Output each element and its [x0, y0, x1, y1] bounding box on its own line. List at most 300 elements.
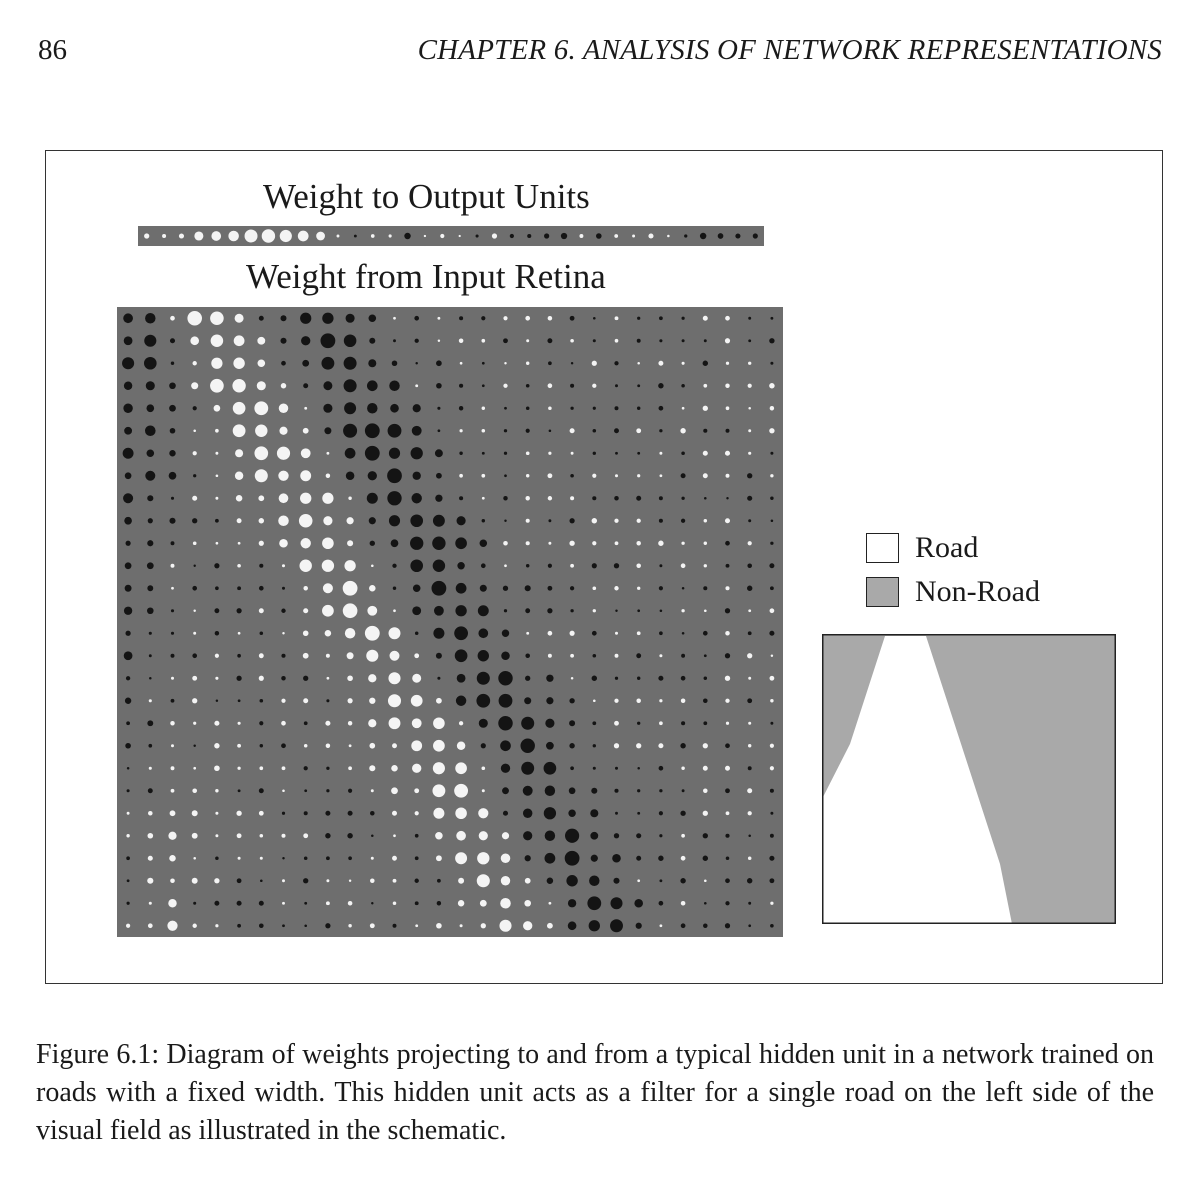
retina-weight-dot — [215, 789, 218, 792]
retina-weight-dot — [392, 811, 397, 816]
retina-weight-dot — [504, 429, 507, 432]
retina-weight-dot — [436, 360, 442, 366]
retina-weight-dot — [523, 809, 532, 818]
retina-weight-dot — [278, 515, 289, 526]
retina-weight-dot — [725, 901, 729, 905]
retina-weight-dot — [187, 311, 202, 326]
retina-weight-dot — [615, 384, 618, 387]
retina-weight-dot — [637, 519, 641, 523]
retina-weight-dot — [412, 426, 422, 436]
retina-weight-dot — [171, 362, 174, 365]
output-weight-dot — [194, 231, 203, 240]
retina-weight-dot — [770, 766, 774, 770]
retina-weight-dot — [325, 630, 332, 637]
retina-weight-dot — [747, 653, 752, 658]
retina-weight-dot — [658, 541, 663, 546]
retina-weight-dot — [614, 586, 618, 590]
retina-weight-dot — [571, 452, 574, 455]
retina-weight-dot — [571, 677, 574, 680]
page-number: 86 — [38, 34, 67, 66]
retina-weight-dot — [323, 583, 333, 593]
retina-weight-dot — [326, 699, 329, 702]
retina-weight-dot — [748, 744, 751, 747]
retina-weight-dot — [214, 901, 219, 906]
retina-weight-dot — [614, 789, 618, 793]
retina-weight-dot — [703, 766, 708, 771]
retina-weight-dot — [726, 564, 730, 568]
retina-weight-dot — [520, 739, 534, 753]
retina-weight-dot — [192, 878, 198, 884]
retina-weight-dot — [502, 832, 509, 839]
retina-weight-dot — [371, 857, 374, 860]
retina-weight-dot — [681, 699, 686, 704]
retina-weight-dot — [748, 541, 752, 545]
retina-weight-dot — [301, 336, 310, 345]
retina-weight-dot — [282, 766, 286, 770]
retina-weight-dot — [725, 788, 730, 793]
legend-nonroad — [866, 570, 1040, 614]
retina-weight-dot — [704, 902, 707, 905]
retina-weight-dot — [366, 650, 378, 662]
retina-weight-dot — [127, 789, 130, 792]
retina-weight-dot — [570, 586, 574, 590]
retina-weight-dot — [681, 654, 685, 658]
retina-weight-dot — [304, 789, 307, 792]
retina-weight-dot — [322, 493, 333, 504]
retina-weight-dot — [659, 564, 662, 567]
retina-weight-dot — [171, 497, 174, 500]
retina-weight-dot — [415, 632, 419, 636]
retina-weight-dot — [124, 382, 132, 390]
retina-weight-dot — [259, 586, 264, 591]
retina-weight-dot — [321, 333, 336, 348]
retina-weight-dot — [344, 402, 356, 414]
retina-weight-dot — [726, 362, 729, 365]
retina-weight-dot — [636, 496, 641, 501]
retina-weight-dot — [568, 810, 575, 817]
retina-weight-dot — [477, 874, 490, 887]
retina-weight-dot — [681, 609, 684, 612]
retina-weight-dot — [411, 695, 423, 707]
retina-weight-dot — [365, 423, 380, 438]
retina-weight-dot — [303, 608, 308, 613]
retina-weight-dot — [192, 653, 197, 658]
retina-weight-dot — [303, 676, 308, 681]
retina-weight-dot — [344, 560, 355, 571]
output-weight-dot — [262, 229, 275, 242]
retina-weight-dot — [503, 384, 507, 388]
retina-weight-dot — [659, 496, 663, 500]
retina-weight-dot — [193, 474, 196, 477]
retina-weight-dot — [433, 808, 444, 819]
retina-weight-dot — [277, 447, 290, 460]
retina-weight-dot — [725, 384, 729, 388]
retina-weight-dot — [769, 428, 774, 433]
retina-weight-dot — [659, 406, 664, 411]
retina-weight-dot — [480, 540, 488, 548]
output-weight-dot — [144, 233, 149, 238]
retina-weight-dot — [704, 654, 707, 657]
retina-weight-dot — [325, 833, 330, 838]
retina-weight-dot — [193, 610, 195, 612]
retina-weight-dot — [681, 676, 686, 681]
retina-weight-dot — [371, 564, 374, 567]
retina-weight-dot — [725, 743, 730, 748]
retina-weight-dot — [123, 404, 132, 413]
retina-weight-dot — [748, 339, 751, 342]
retina-weight-dot — [347, 517, 354, 524]
retina-weight-dot — [659, 519, 663, 523]
retina-weight-dot — [637, 722, 640, 725]
retina-weight-dot — [410, 559, 423, 572]
output-weights-strip — [138, 226, 764, 246]
retina-weight-dot — [455, 852, 467, 864]
retina-weight-dot — [526, 632, 529, 635]
retina-weight-dot — [214, 563, 219, 568]
retina-weight-dot — [236, 811, 241, 816]
retina-weight-dot — [125, 585, 132, 592]
retina-weight-dot — [545, 831, 555, 841]
retina-weight-dot — [748, 452, 751, 455]
retina-weight-dot — [148, 811, 153, 816]
retina-weight-dot — [637, 631, 641, 635]
retina-weight-dot — [436, 923, 442, 929]
retina-weight-dot — [614, 833, 619, 838]
retina-weight-dot — [148, 856, 153, 861]
retina-weight-dot — [193, 361, 197, 365]
retina-weight-dot — [455, 649, 468, 662]
retina-weight-dot — [748, 677, 751, 680]
retina-weight-dot — [127, 812, 130, 815]
retina-weight-dot — [482, 384, 485, 387]
retina-weight-dot — [388, 672, 400, 684]
retina-weight-dot — [149, 699, 152, 702]
retina-weight-dot — [455, 537, 467, 549]
retina-weight-dot — [703, 361, 708, 366]
retina-weight-dot — [659, 429, 662, 432]
retina-weight-dot — [325, 923, 330, 928]
retina-weight-dot — [725, 923, 730, 928]
retina-weight-dot — [610, 919, 623, 932]
retina-weight-dot — [392, 743, 397, 748]
retina-weight-dot — [771, 519, 774, 522]
retina-weight-dot — [570, 609, 573, 612]
retina-weight-dot — [281, 676, 286, 681]
retina-weight-dot — [392, 856, 397, 861]
retina-weight-dot — [481, 563, 486, 568]
retina-weight-dot — [232, 379, 245, 392]
retina-weight-dot — [259, 923, 264, 928]
retina-weight-dot — [703, 316, 708, 321]
retina-weight-dot — [569, 518, 574, 523]
retina-weight-dot — [144, 357, 157, 370]
retina-weight-dot — [770, 497, 773, 500]
retina-weight-dot — [504, 474, 507, 477]
retina-weight-dot — [255, 425, 267, 437]
retina-weight-dot — [259, 901, 264, 906]
retina-weight-dot — [171, 789, 175, 793]
retina-weight-dot — [254, 401, 268, 415]
retina-weight-dot — [549, 429, 552, 432]
retina-weight-dot — [233, 424, 246, 437]
retina-weight-dot — [769, 338, 774, 343]
retina-weight-dot — [548, 654, 552, 658]
retina-weight-dot — [592, 676, 597, 681]
chapter-title: CHAPTER 6. ANALYSIS OF NETWORK REPRESENTATIONS — [417, 34, 1162, 66]
retina-weight-dot — [748, 317, 751, 320]
output-weight-dot — [404, 233, 410, 239]
retina-weight-dot — [703, 743, 708, 748]
retina-weight-dot — [237, 564, 241, 568]
retina-weight-dot — [593, 767, 596, 770]
retina-weight-dot — [523, 831, 532, 840]
retina-weight-dot — [303, 428, 309, 434]
retina-weight-dot — [681, 317, 684, 320]
retina-weight-dot — [347, 833, 352, 838]
retina-weight-dot — [548, 542, 551, 545]
retina-weight-dot — [259, 676, 264, 681]
retina-weight-dot — [725, 676, 730, 681]
retina-weight-dot — [259, 811, 264, 816]
retina-weight-dot — [525, 316, 530, 321]
retina-weight-dot — [634, 899, 643, 908]
output-weight-dot — [648, 233, 653, 238]
retina-weight-dot — [523, 921, 532, 930]
legend-road — [866, 526, 1040, 570]
retina-weight-dot — [725, 834, 729, 838]
retina-weight-dot — [770, 834, 774, 838]
retina-weight-dot — [481, 743, 486, 748]
retina-weight-dot — [481, 923, 486, 928]
retina-weight-dot — [748, 609, 751, 612]
retina-weight-dot — [637, 767, 640, 770]
retina-weight-dot — [324, 427, 331, 434]
retina-weight-dot — [171, 766, 175, 770]
retina-weight-dot — [547, 338, 552, 343]
retina-weight-dot — [703, 384, 707, 388]
retina-weight-dot — [459, 384, 463, 388]
output-weight-dot — [476, 234, 479, 237]
retina-weight-dot — [322, 313, 333, 324]
output-weight-dot — [510, 234, 514, 238]
retina-weight-dot — [547, 608, 552, 613]
retina-weight-dot — [282, 857, 284, 859]
retina-weight-dot — [526, 451, 530, 455]
road-schematic — [822, 634, 1116, 924]
retina-weight-dot — [147, 562, 154, 569]
output-weight-dot — [228, 231, 239, 242]
retina-weight-dot — [146, 381, 155, 390]
retina-weight-dot — [504, 362, 506, 364]
retina-weight-dot — [259, 564, 263, 568]
retina-weight-dot — [459, 721, 463, 725]
retina-weight-dot — [237, 608, 242, 613]
retina-weight-dot — [193, 857, 196, 860]
retina-weight-dot — [279, 427, 287, 435]
retina-weight-dot — [211, 358, 222, 369]
retina-weight-dot — [770, 924, 774, 928]
retina-weight-dot — [454, 626, 468, 640]
retina-weight-dot — [282, 879, 285, 882]
retina-weight-dot — [770, 744, 774, 748]
retina-weight-dot — [637, 789, 640, 792]
retina-weight-dot — [479, 719, 488, 728]
retina-weight-dot — [415, 924, 418, 927]
output-weight-dot — [700, 233, 706, 239]
retina-weight-dot — [370, 541, 375, 546]
retina-weight-dot — [478, 605, 489, 616]
retina-weight-dot — [659, 631, 663, 635]
retina-weight-dot — [615, 610, 617, 612]
retina-weight-dot — [615, 632, 618, 635]
retina-weight-dot — [680, 428, 685, 433]
retina-weight-dot — [415, 879, 419, 883]
retina-weight-dot — [703, 789, 708, 794]
retina-weight-dot — [303, 630, 309, 636]
retina-weight-dot — [367, 493, 378, 504]
output-weight-dot — [424, 235, 426, 237]
retina-weight-dot — [703, 924, 708, 929]
retina-weight-dot — [525, 585, 531, 591]
retina-weight-dot — [389, 627, 401, 639]
retina-weight-dot — [435, 449, 443, 457]
retina-weight-dot — [498, 716, 512, 730]
retina-weight-dot — [193, 429, 196, 432]
retina-weight-dot — [259, 608, 264, 613]
retina-weight-dot — [344, 379, 357, 392]
retina-weight-dot — [147, 540, 153, 546]
retina-weight-dot — [368, 471, 377, 480]
retina-weight-dot — [592, 631, 597, 636]
retina-weight-dot — [703, 473, 708, 478]
retina-weight-dot — [216, 542, 219, 545]
retina-weight-dot — [548, 452, 551, 455]
retina-weight-dot — [593, 339, 596, 342]
retina-weight-dot — [260, 879, 263, 882]
retina-weight-dot — [300, 470, 311, 481]
retina-weight-dot — [257, 381, 266, 390]
retina-weight-dot — [593, 429, 597, 433]
retina-weight-dot — [432, 581, 447, 596]
retina-weight-dot — [593, 609, 596, 612]
retina-weight-dot — [191, 382, 198, 389]
retina-weight-dot — [437, 407, 440, 410]
retina-weight-dot — [303, 878, 308, 883]
retina-weight-dot — [326, 654, 330, 658]
retina-weight-dot — [367, 380, 378, 391]
retina-weight-dot — [437, 317, 440, 320]
retina-weight-dot — [565, 829, 579, 843]
retina-weight-dot — [549, 902, 552, 905]
retina-weight-dot — [525, 878, 531, 884]
retina-weight-dot — [327, 677, 330, 680]
retina-weight-dot — [615, 316, 619, 320]
retina-weight-dot — [615, 677, 618, 680]
retina-weight-dot — [147, 878, 153, 884]
output-weight-dot — [316, 232, 325, 241]
retina-weight-dot — [258, 495, 264, 501]
retina-weight-dot — [636, 699, 640, 703]
retina-weight-dot — [304, 856, 308, 860]
retina-weight-dot — [393, 901, 397, 905]
retina-weight-dot — [344, 357, 357, 370]
output-weight-dot — [245, 230, 258, 243]
retina-weight-dot — [124, 607, 132, 615]
retina-weight-dot — [570, 766, 574, 770]
retina-weight-dot — [526, 564, 529, 567]
retina-weight-dot — [323, 404, 332, 413]
retina-weight-dot — [127, 902, 130, 905]
retina-weight-dot — [659, 901, 664, 906]
retina-weight-dot — [344, 334, 357, 347]
retina-weight-dot — [193, 767, 196, 770]
retina-weight-dot — [526, 362, 529, 365]
retina-weight-dot — [170, 721, 174, 725]
retina-weight-dot — [282, 564, 285, 567]
retina-weight-dot — [636, 541, 640, 545]
retina-weight-dot — [703, 451, 708, 456]
retina-weight-dot — [282, 587, 285, 590]
retina-weight-dot — [215, 429, 219, 433]
retina-weight-dot — [259, 721, 263, 725]
retina-background — [117, 307, 783, 937]
retina-weight-dot — [348, 766, 352, 770]
retina-weight-dot — [726, 856, 730, 860]
retina-weight-dot — [192, 518, 197, 523]
retina-weight-dot — [725, 878, 730, 883]
retina-weight-dot — [658, 676, 663, 681]
retina-weight-dot — [149, 902, 152, 905]
retina-weight-dot — [770, 902, 773, 905]
retina-weight-dot — [725, 699, 729, 703]
retina-weight-dot — [303, 653, 309, 659]
retina-weight-dot — [455, 605, 466, 616]
retina-weight-dot — [343, 581, 358, 596]
retina-weight-dot — [433, 628, 444, 639]
retina-weight-dot — [637, 587, 640, 590]
retina-weight-dot — [637, 474, 640, 477]
retina-weight-dot — [681, 519, 685, 523]
retina-weight-dot — [193, 541, 197, 545]
retina-weight-dot — [704, 564, 707, 567]
retina-weight-dot — [255, 469, 268, 482]
retina-weight-dot — [414, 653, 419, 658]
retina-weight-dot — [502, 787, 509, 794]
retina-weight-dot — [435, 832, 443, 840]
retina-weight-dot — [725, 518, 730, 523]
retina-weight-dot — [326, 767, 329, 770]
retina-weight-dot — [482, 407, 485, 410]
retina-weight-dot — [570, 474, 574, 478]
retina-weight-dot — [770, 722, 773, 725]
retina-weight-dot — [233, 402, 246, 415]
retina-weight-dot — [747, 473, 752, 478]
retina-weight-dot — [659, 339, 662, 342]
retina-weight-dot — [415, 834, 419, 838]
retina-weight-dot — [525, 608, 530, 613]
retina-weight-dot — [126, 856, 130, 860]
retina-weight-dot — [169, 382, 176, 389]
retina-weight-dot — [747, 698, 752, 703]
retina-weight-dot — [770, 812, 773, 815]
retina-weight-dot — [123, 313, 133, 323]
retina-weight-dot — [348, 924, 351, 927]
retina-weight-dot — [703, 721, 707, 725]
retina-weight-dot — [300, 313, 311, 324]
retina-weight-dot — [637, 407, 640, 410]
retina-weight-dot — [369, 743, 375, 749]
retina-weight-dot — [748, 631, 752, 635]
